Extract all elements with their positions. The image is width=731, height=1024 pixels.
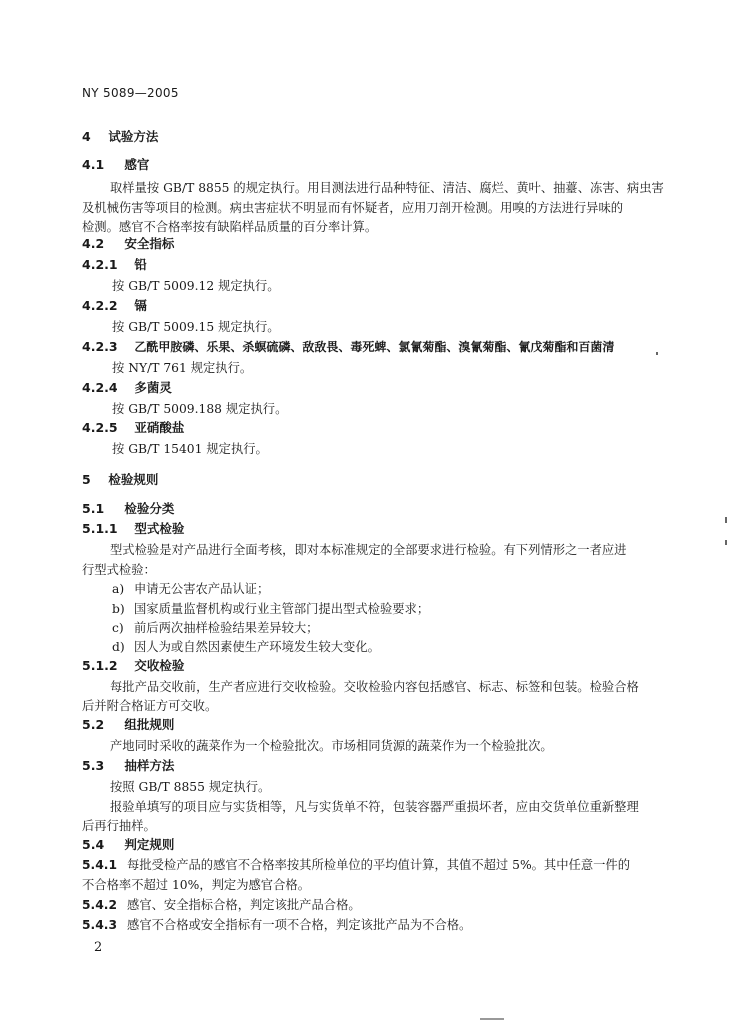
scan-speck — [725, 517, 727, 523]
list-marker: c) — [112, 621, 124, 635]
section-number: 5 — [82, 472, 91, 487]
section-title: 判定规则 — [124, 837, 175, 852]
scan-speck — [480, 1018, 504, 1020]
list-text: 申请无公害农产品认证； — [134, 582, 270, 596]
section-title: 铅 — [134, 257, 147, 272]
section-number: 4.2.2 — [82, 298, 118, 313]
paragraph-line: 及机械伤害等项目的检测。病虫害症状不明显而有怀疑者，应用刀剖开检测。用嗅的方法进行异味的 — [82, 201, 624, 215]
section-5-1-heading — [82, 501, 174, 517]
section-4-2-4-heading — [82, 380, 172, 396]
section-number: 4.1 — [82, 157, 105, 172]
list-marker: a) — [112, 582, 125, 596]
section-number: 5.3 — [82, 758, 105, 773]
section-4-heading — [82, 129, 158, 145]
list-marker: d) — [112, 640, 125, 654]
section-number: 4.2.4 — [82, 380, 118, 395]
clause-number: 5.4.2 — [82, 898, 118, 912]
section-number: 5.2 — [82, 717, 105, 732]
paragraph-line: 型式检验是对产品进行全面考核，即对本标准规定的全部要求进行检验。有下列情形之一者应进 — [110, 543, 627, 557]
section-title: 检验分类 — [124, 501, 175, 516]
list-text: 国家质量监督机构或行业主管部门提出型式检验要求； — [134, 602, 430, 616]
section-title: 镉 — [134, 298, 147, 313]
section-number: 5.1.1 — [82, 521, 118, 536]
paragraph-line: 不合格率不超过 10%，判定为感官合格。 — [82, 878, 310, 892]
list-text: 前后两次抽样检验结果差异较大； — [134, 621, 319, 635]
section-number: 4.2.5 — [82, 420, 118, 435]
clause-text: 感官不合格或安全指标有一项不合格，判定该批产品为不合格。 — [127, 918, 472, 932]
section-title: 试验方法 — [108, 129, 159, 144]
paragraph-line: 取样量按 GB/T 8855 的规定执行。用目测法进行品种特征、清洁、腐烂、黄叶、抽薹、冻害、病虫害 — [110, 181, 664, 195]
section-5-heading — [82, 472, 158, 488]
section-title: 乙酰甲胺磷、乐果、杀螟硫磷、敌敌畏、毒死蜱、氯氰菊酯、溴氰菊酯、氰戊菊酯和百菌清 — [134, 340, 615, 354]
paragraph-line: 产地同时采收的蔬菜作为一个检验批次。市场相同货源的蔬菜作为一个检验批次。 — [110, 739, 553, 753]
clause-text: 每批受检产品的感官不合格率按其所检单位的平均值计算，其值不超过 5%。其中任意一件的 — [127, 858, 631, 872]
paragraph-line: 按 GB/T 5009.15 规定执行。 — [112, 320, 280, 334]
section-title: 抽样方法 — [124, 758, 175, 773]
clause-5-4-2 — [82, 897, 361, 913]
list-item — [112, 601, 429, 617]
section-number: 4.2 — [82, 236, 105, 251]
paragraph-line: 按 GB/T 5009.12 规定执行。 — [112, 279, 280, 293]
list-item — [112, 620, 318, 636]
paragraph-line: 按 NY/T 761 规定执行。 — [112, 361, 253, 375]
section-title: 感官 — [124, 157, 150, 172]
section-4-2-3-heading — [82, 339, 614, 355]
section-4-2-heading — [82, 236, 174, 252]
list-item — [112, 581, 269, 597]
section-number: 5.1 — [82, 501, 105, 516]
paragraph-line: 后再行抽样。 — [82, 819, 156, 833]
page-number: 2 — [94, 940, 103, 955]
scan-speck — [656, 352, 658, 355]
scan-speck — [725, 540, 727, 545]
standard-number: NY 5089—2005 — [82, 86, 179, 100]
list-item — [112, 639, 380, 655]
clause-number: 5.4.3 — [82, 918, 118, 932]
section-number: 5.4 — [82, 837, 105, 852]
section-number: 4 — [82, 129, 91, 144]
paragraph-line: 按照 GB/T 8855 规定执行。 — [110, 780, 271, 794]
clause-text: 感官、安全指标合格，判定该批产品合格。 — [127, 898, 361, 912]
section-number: 5.1.2 — [82, 658, 118, 673]
paragraph-line: 按 GB/T 15401 规定执行。 — [112, 442, 268, 456]
section-title: 型式检验 — [134, 521, 185, 536]
list-marker: b) — [112, 602, 125, 616]
section-4-2-2-heading — [82, 298, 147, 314]
section-5-1-2-heading — [82, 658, 184, 674]
section-4-2-5-heading — [82, 420, 184, 436]
paragraph-line: 后并附合格证方可交收。 — [82, 699, 218, 713]
section-5-2-heading — [82, 717, 174, 733]
section-title: 多菌灵 — [134, 380, 172, 395]
paragraph-line: 行型式检验： — [82, 563, 156, 577]
section-title: 安全指标 — [124, 236, 175, 251]
section-5-3-heading — [82, 758, 174, 774]
paragraph-line: 按 GB/T 5009.188 规定执行。 — [112, 402, 288, 416]
clause-5-4-3 — [82, 917, 471, 933]
section-4-1-heading — [82, 157, 149, 173]
section-number: 4.2.1 — [82, 257, 118, 272]
clause-number: 5.4.1 — [82, 858, 118, 872]
section-title: 组批规则 — [124, 717, 175, 732]
paragraph-line: 报验单填写的项目应与实货相等，凡与实货单不符，包装容器严重损坏者，应由交货单位重新整理 — [110, 800, 639, 814]
list-text: 因人为或自然因素使生产环境发生较大变化。 — [134, 640, 380, 654]
section-title: 亚硝酸盐 — [134, 420, 185, 435]
section-5-1-1-heading — [82, 521, 184, 537]
clause-5-4-1 — [82, 857, 630, 873]
paragraph-line: 检测。感官不合格率按有缺陷样品质量的百分率计算。 — [82, 220, 378, 234]
section-5-4-heading — [82, 837, 174, 853]
paragraph-line: 每批产品交收前，生产者应进行交收检验。交收检验内容包括感官、标志、标签和包装。检验合格 — [110, 680, 639, 694]
section-title: 检验规则 — [108, 472, 159, 487]
section-title: 交收检验 — [134, 658, 185, 673]
section-number: 4.2.3 — [82, 339, 118, 354]
section-4-2-1-heading — [82, 257, 147, 273]
